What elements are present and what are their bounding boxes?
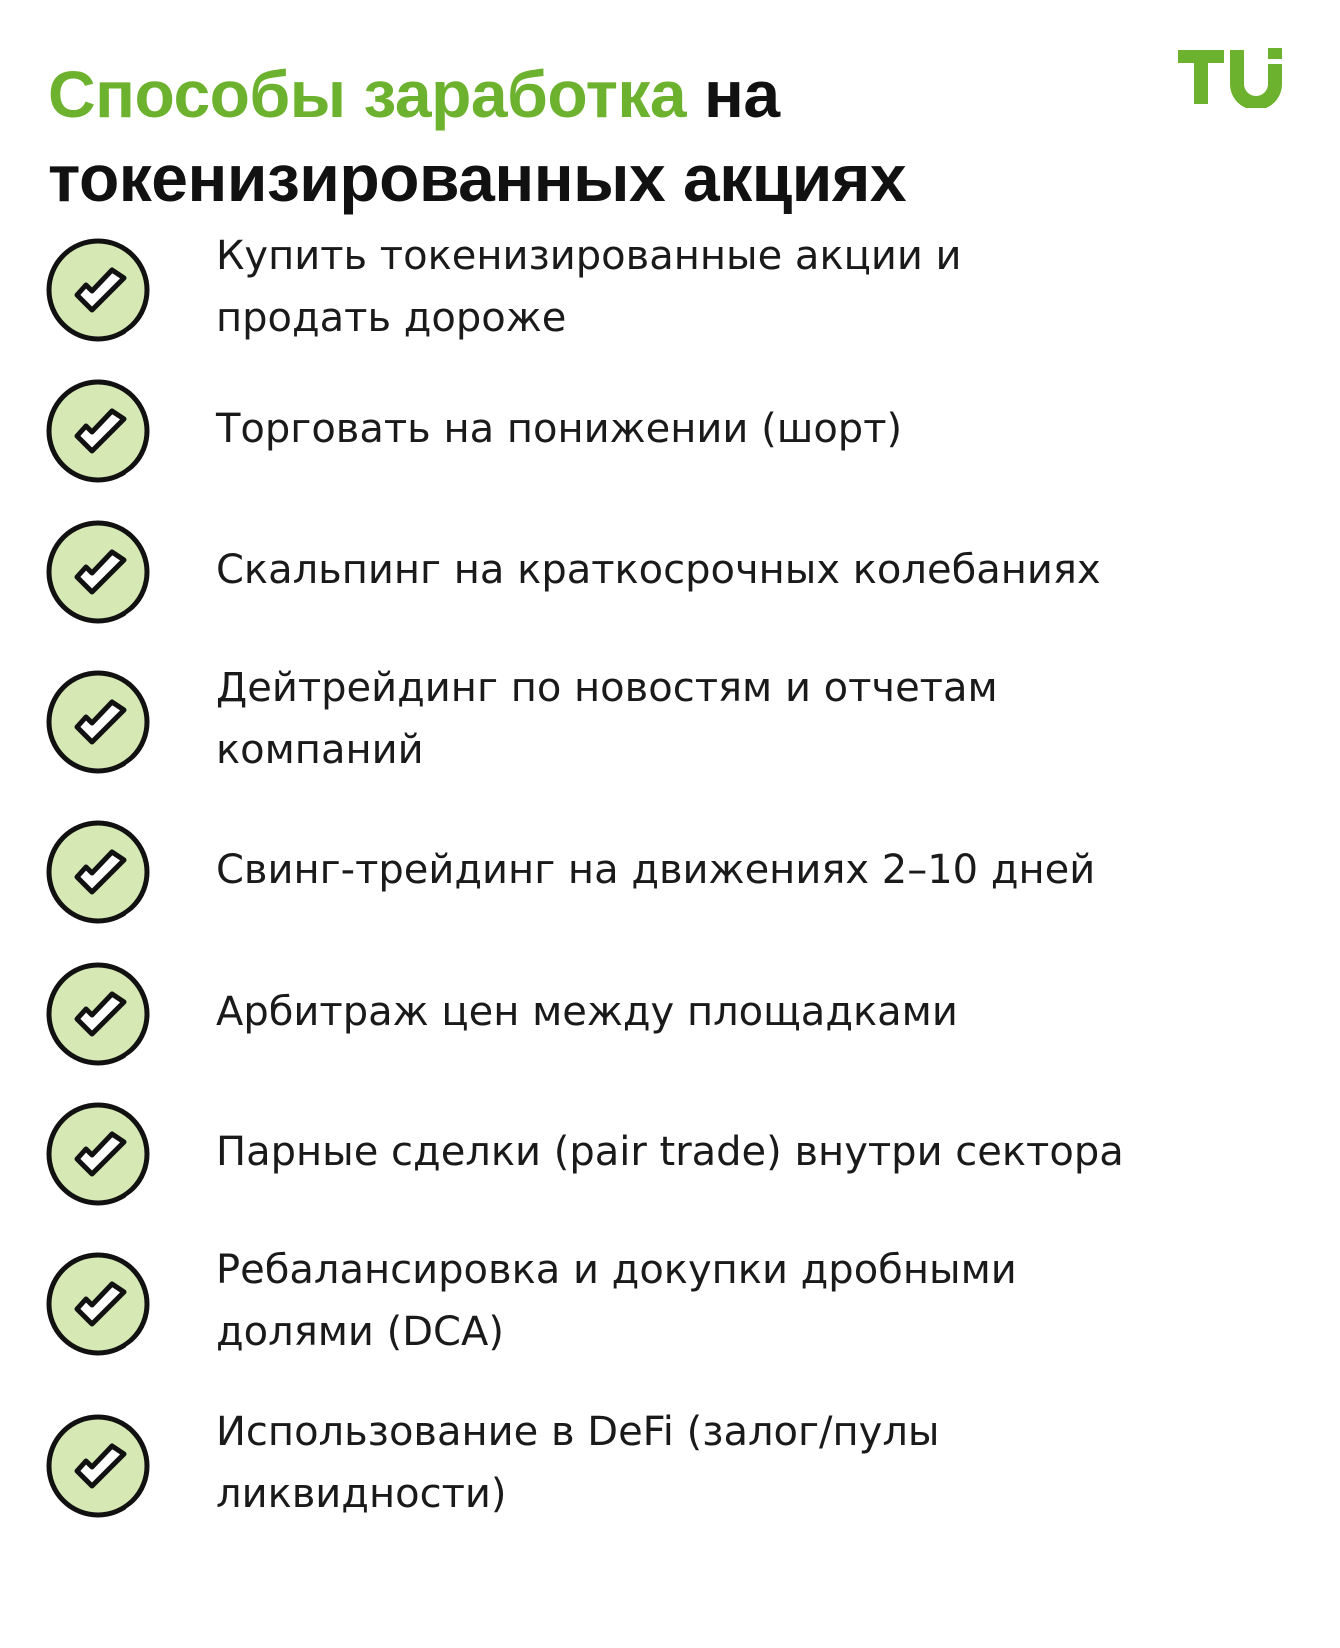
item-label-line1: Парные сделки (pair trade) внутри сектора	[216, 1129, 1124, 1175]
check-circle-icon	[44, 377, 156, 489]
check-circle-icon	[44, 1412, 156, 1524]
check-circle-icon	[44, 1100, 156, 1212]
check-circle-icon	[44, 1250, 156, 1362]
item-label-line2: компаний	[216, 727, 424, 773]
item-label-line1: Дейтрейдинг по новостям и отчетам	[216, 665, 998, 711]
check-circle-icon	[44, 518, 156, 630]
item-label-line1: Скальпинг на краткосрочных колебаниях	[216, 547, 1101, 593]
check-circle-icon	[44, 960, 156, 1072]
item-label-line1: Торговать на понижении (шорт)	[216, 406, 903, 452]
item-label-line1: Свинг-трейдинг на движениях 2–10 дней	[216, 847, 1096, 893]
check-circle-icon	[44, 668, 156, 780]
title-accent: Способы заработка	[48, 57, 687, 131]
check-circle-icon	[44, 236, 156, 348]
item-label-line2: продать дороже	[216, 295, 567, 341]
item-label-line1: Использование в DeFi (залог/пулы	[216, 1409, 940, 1455]
item-label-line1: Ребалансировка и докупки дробными	[216, 1247, 1017, 1293]
title-rest: на токенизированных акциях	[48, 57, 907, 215]
item-label-line2: долями (DCA)	[216, 1309, 504, 1355]
item-label-line2: ликвидности)	[216, 1471, 507, 1517]
item-label-line1: Купить токенизированные акции и	[216, 233, 962, 279]
item-label-line1: Арбитраж цен между площадками	[216, 989, 958, 1035]
check-circle-icon	[44, 818, 156, 930]
